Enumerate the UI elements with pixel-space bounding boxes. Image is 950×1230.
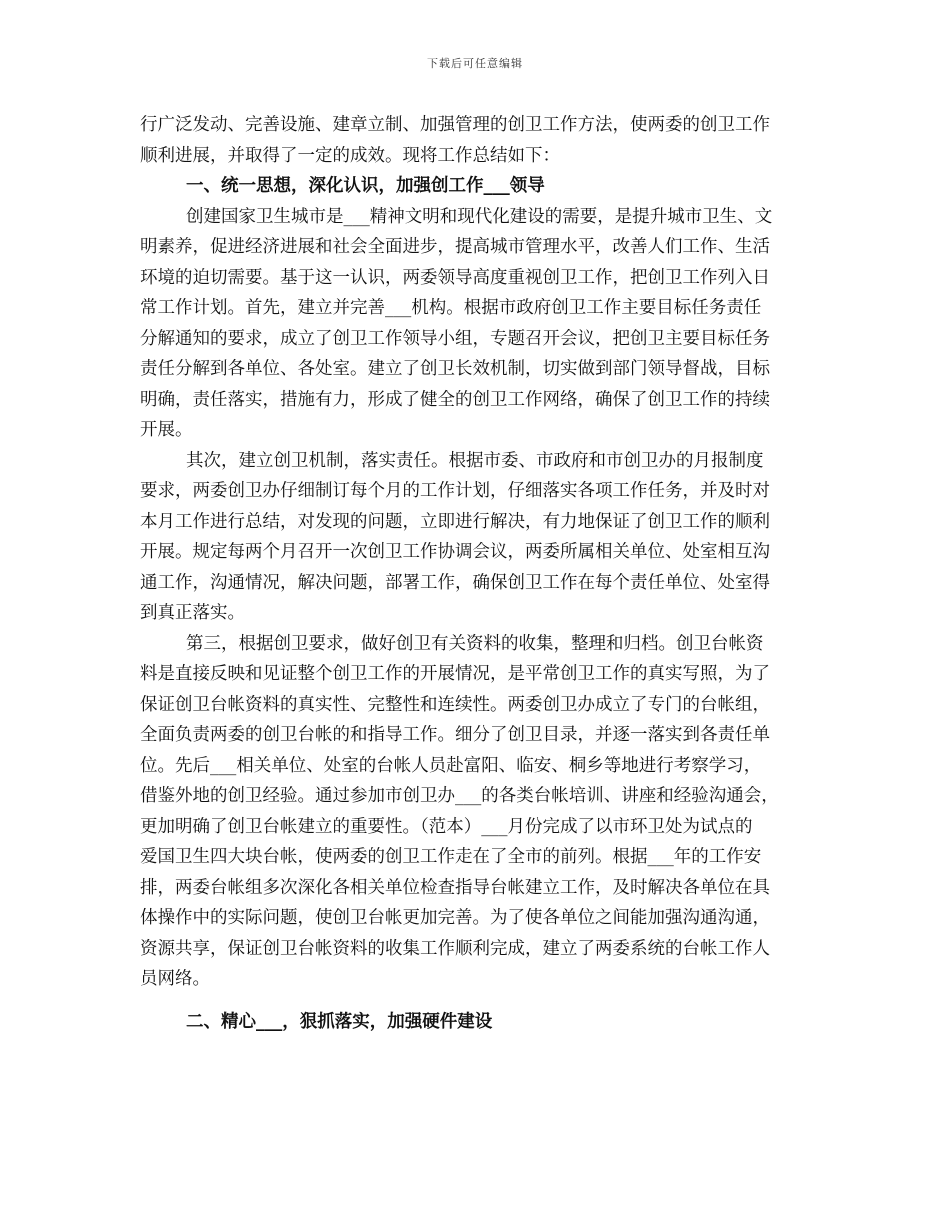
paragraph-3-line-1: 第三，根据创卫要求，做好创卫有关资料的收集，整理和归档。创卫台帐资 [186,633,764,654]
paragraph-1-line-4: 常工作计划。首先，建立并完善___机构。根据市政府创卫工作主要目标任务责任 [140,298,762,318]
paragraph-3-line-10: 体操作中的实际问题，使创卫台帐更加完善。为了使各单位之间能加强沟通沟通， [140,908,770,928]
document-body [140,110,820,1037]
paragraph-2-line-4: 开展。规定每两个月召开一次创卫工作协调会议，两委所属相关单位、处室相互沟 [140,542,770,562]
section-heading-1: 一、统一思想，深化认识，加强创工作___领导 [186,176,545,196]
paragraph-3-line-12: 员网络。 [140,969,210,989]
paragraph-3-line-8: 爱国卫生四大块台帐，使两委的创卫工作走在了全市的前列。根据___年的工作安 [140,847,762,867]
paragraph-3-line-6: 借鉴外地的创卫经验。通过参加市创卫办___的各类台帐培训、讲座和经验沟通会， [140,786,779,806]
paragraph-1-line-2: 明素养，促进经济进展和社会全面进步，提高城市管理水平，改善人们工作、生活 [140,237,770,257]
paragraph-3-line-9: 排，两委台帐组多次深化各相关单位检查指导台帐建立工作，及时解决各单位在具 [140,877,770,898]
text-line-1: 行广泛发动、完善设施、建章立制、加强管理的创卫工作方法，使两委的创卫工作 [140,115,770,135]
paragraph-3-line-3: 保证创卫台帐资料的真实性、完整性和连续性。两委创卫办成立了专门的台帐组， [140,694,770,715]
paragraph-1-line-8: 开展。 [140,420,193,440]
paragraph-2-line-6: 到真正落实。 [140,603,245,623]
page-header: 下载后可任意编辑 [427,57,523,70]
paragraph-3-line-4: 全面负责两委的创卫台帐的和指导工作。细分了创卫目录，并逐一落实到各责任单 [140,725,770,745]
text-line-2: 顺利进展，并取得了一定的成效。现将工作总结如下： [140,145,560,166]
paragraph-1-line-7: 明确，责任落实，措施有力，形成了健全的创卫工作网络，确保了创卫工作的持续 [140,389,770,410]
paragraph-2-line-2: 要求，两委创卫办仔细制订每个月的工作计划，仔细落实各项工作任务，并及时对 [140,481,770,501]
paragraph-3-line-5: 位。先后___相关单位、处室的台帐人员赴富阳、临安、桐乡等地进行考察学习， [140,755,762,776]
paragraph-2-line-3: 本月工作进行总结，对发现的问题，立即进行解决，有力地保证了创卫工作的顺利 [140,511,770,532]
paragraph-3-line-11: 资源共享，保证创卫台帐资料的收集工作顺利完成，建立了两委系统的台帐工作人 [140,938,770,959]
section-spacer [140,995,820,1007]
paragraph-2-line-5: 通工作，沟通情况，解决问题，部署工作，确保创卫工作在每个责任单位、处室得 [140,572,770,593]
paragraph-3-line-7: 更加明确了创卫台帐建立的重要性。（范本）___月份完成了以市环卫处为试点的 [140,816,753,837]
paragraph-1-line-1: 创建国家卫生城市是___精神文明和现代化建设的需要，是提升城市卫生、文 [186,206,773,227]
paragraph-1-line-3: 环境的迫切需要。基于这一认识，两委领导高度重视创卫工作，把创卫工作列入日 [140,267,770,288]
paragraph-1-line-5: 分解通知的要求，成立了创卫工作领导小组，专题召开会议，把创卫主要目标任务 [140,328,770,349]
paragraph-1-line-6: 责任分解到各单位、各处室。建立了创卫长效机制，切实做到部门领导督战，目标 [140,359,770,379]
paragraph-2-line-1: 其次，建立创卫机制，落实责任。根据市委、市政府和市创卫办的月报制度 [186,450,764,471]
paragraph-3-line-2: 料是直接反映和见证整个创卫工作的开展情况，是平常创卫工作的真实写照，为了 [140,664,770,684]
section-heading-2: 二、精心___，狠抓落实，加强硬件建设 [186,1011,493,1032]
